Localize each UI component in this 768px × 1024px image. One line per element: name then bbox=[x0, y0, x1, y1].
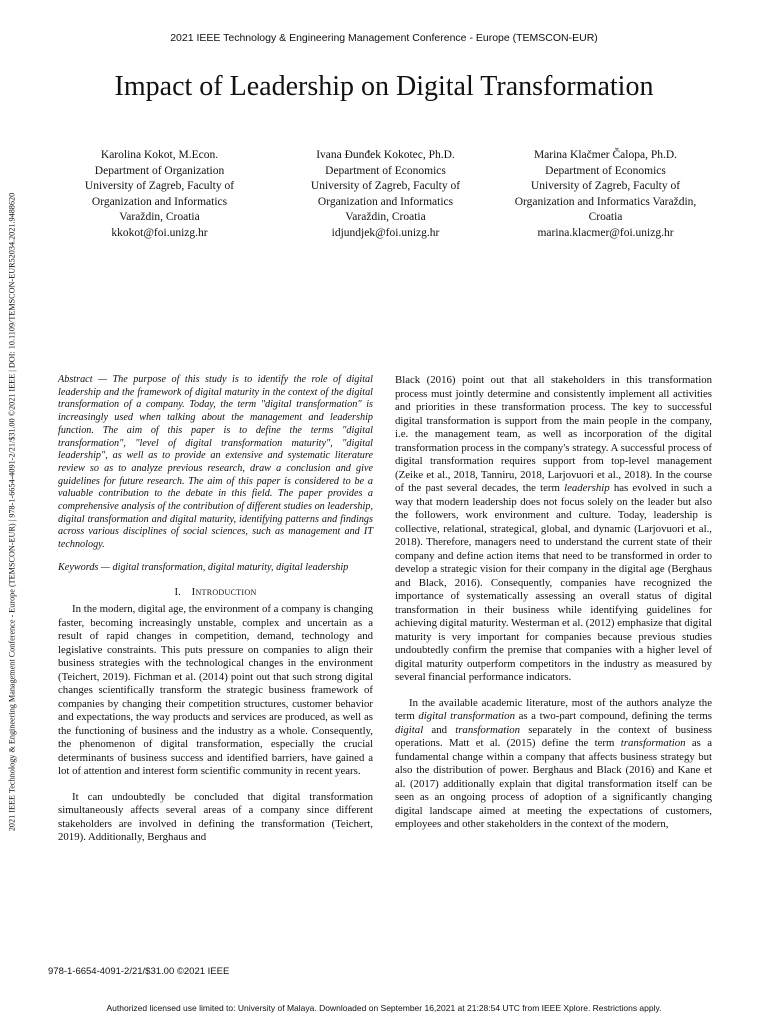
author-email: kkokot@foi.unizg.hr bbox=[111, 226, 208, 239]
side-doi-strip bbox=[4, 108, 20, 916]
author-affiliation-line: Croatia bbox=[588, 211, 623, 224]
section-number: I. bbox=[174, 585, 181, 598]
author-name: Ivana Đunđek Kokotec, Ph.D. bbox=[316, 149, 455, 161]
author-affiliation-line: Organization and Informatics bbox=[317, 195, 454, 208]
footer-copyright: 978-1-6654-4091-2/21/$31.00 ©2021 IEEE bbox=[48, 966, 230, 977]
author-affiliation-line: University of Zagreb, Faculty of bbox=[84, 180, 235, 193]
author-affiliation-line: Varaždin, Croatia bbox=[119, 211, 200, 224]
section-heading bbox=[58, 586, 373, 600]
intro-paragraph-2: It can undoubtedly be concluded that digital transformation simultaneously affects several areas of a company since different stakeholders are involved in defining the transformation (Teichert, 2019). Additionally, Berghaus and bbox=[58, 790, 373, 844]
paper-title: Impact of Leadership on Digital Transformation bbox=[114, 71, 654, 102]
author-block-2 bbox=[278, 148, 493, 242]
author-affiliation-line: Department of Organization bbox=[94, 164, 225, 177]
right-column bbox=[395, 374, 712, 832]
footer-license: Authorized licensed use limited to: University of Malaya. Downloaded on September 16,2021 at 21:28:54 UTC from IEEE Xplore. Restrictions apply. bbox=[106, 1003, 662, 1013]
author-affiliation-line: University of Zagreb, Faculty of bbox=[310, 180, 461, 193]
author-email: marina.klacmer@foi.unizg.hr bbox=[537, 226, 674, 239]
author-affiliation-line: Varaždin, Croatia bbox=[345, 211, 426, 224]
side-doi-text: 2021 IEEE Technology & Engineering Management Conference - Europe (TEMSCON-EUR) | 978-1-6654-4091-2/21/$31.00 ©2021 IEEE | DOI: 10.1109/TEMSCON-EUR52034.2021.9488620 bbox=[7, 192, 17, 832]
author-name: Marina Klačmer Čalopa, Ph.D. bbox=[533, 149, 678, 161]
author-email: idjundjek@foi.unizg.hr bbox=[331, 226, 440, 239]
author-name: Karolina Kokot, M.Econ. bbox=[100, 149, 219, 161]
section-title: Introduction bbox=[191, 585, 257, 598]
conference-header: 2021 IEEE Technology & Engineering Management Conference - Europe (TEMSCON-EUR) bbox=[170, 32, 598, 44]
abstract: Abstract — The purpose of this study is to identify the role of digital leadership and the framework of digital maturity in the context of the digital transformation of a company. Today, the term "digital transformation" is increasingly used when talking about the management and leadership function. The aim of this paper is to define the terms "digital transformation", "level of digital transformation maturity", "digital leadership", as well as to provide an extensive and systematic literature review so as to analyze previous research, draw a conclusion and give guidelines for future research. The aim of this paper is considered to be a valuable contribution to the debate in this field. The paper provides a comprehensive analysis of the contribution of different studies on leadership, digital transformation and digital maturity, identifying patterns and findings across various disciplines of social sciences, such as management and IT technology. bbox=[58, 374, 373, 551]
keywords: Keywords — digital transformation, digital maturity, digital leadership bbox=[58, 561, 349, 573]
author-affiliation-line: Department of Economics bbox=[325, 164, 446, 177]
intro-paragraph-1: In the modern, digital age, the environment of a company is changing faster, becoming increasingly unstable, complex and uncertain as a result of rapid changes in competition, demand, technology and legislative constraints. This puts pressure on companies to align their business strategies with the technological changes in the environment (Teichert, 2019). Fichman et al. (2014) point out that such strong digital changes scientifically transform the strategic business framework of companies by changing their competition structures, customer behavior and expectations, the way products and services are produced, as well as the functioning of business and the industry as a whole. Consequently, the phenomenon of digital transformation, especially the crucial determinants of business success and identified barriers, have gained a lot of attention and interest form scientific community in recent years. bbox=[58, 603, 373, 778]
author-affiliation-line: Department of Economics bbox=[545, 164, 666, 177]
author-block-1 bbox=[52, 148, 267, 242]
author-affiliation-line: University of Zagreb, Faculty of bbox=[530, 180, 681, 193]
author-affiliation-line: Organization and Informatics Varaždin, bbox=[514, 195, 697, 208]
body-paragraph-1: Black (2016) point out that all stakeholders in this transformation process must jointly determine and consistently implement all activities and priorities in these transformation process. The key to successful digital transformation is support from the main people in the company, i.e. the management team, as well as incorporation of the digital transformation process in the company's strategy. A successful process of digital transformation requires support from top-level management (Zeike et al., 2018, Tanniru, 2018, Larjovuori et al., 2018). In the course of the past several decades, the term leadership has evolved in such a way that modern leadership does not focus solely on the leader but also the followers, work environment and culture. Today, leadership is collective, relational, strategical, global, and dynamic (Larjovuori et al., 2018). Therefore, managers need to understand the current state of their company and define action items that need to be transformed in order to develop a strategic vision for their company in the digital age (Berghaus and Black, 2016). Consequently, companies have recognized the importance of systematically assessing an overall status of digital transformation in their business while identifying guidelines for achieving digital maturity. Westerman et al. (2012) emphasize that digital maturity is very important for companies because previous studies undoubtedly confirm the premise that companies with a higher level of digital maturity outperform competitors in the industry as measured by several financial performance indicators. bbox=[395, 374, 712, 683]
author-block-3 bbox=[498, 148, 713, 242]
left-column bbox=[58, 374, 373, 845]
author-affiliation-line: Organization and Informatics bbox=[91, 195, 228, 208]
body-paragraph-2: In the available academic literature, most of the authors analyze the term digital transformation as a two-part compound, defining the terms digital and transformation separately in the context of business operations. Matt et al. (2015) define the term transformation as a fundamental change within a company that affects business strategy but also the distribution of power. Berghaus and Black (2016) and Kane et al. (2017) additionally explain that digital transformation itself can be seen as an ongoing process of adoption of a significantly changing digital landscape aimed at meeting the expectations of customers, employees and other stakeholders in the context of the modern, bbox=[395, 696, 712, 830]
